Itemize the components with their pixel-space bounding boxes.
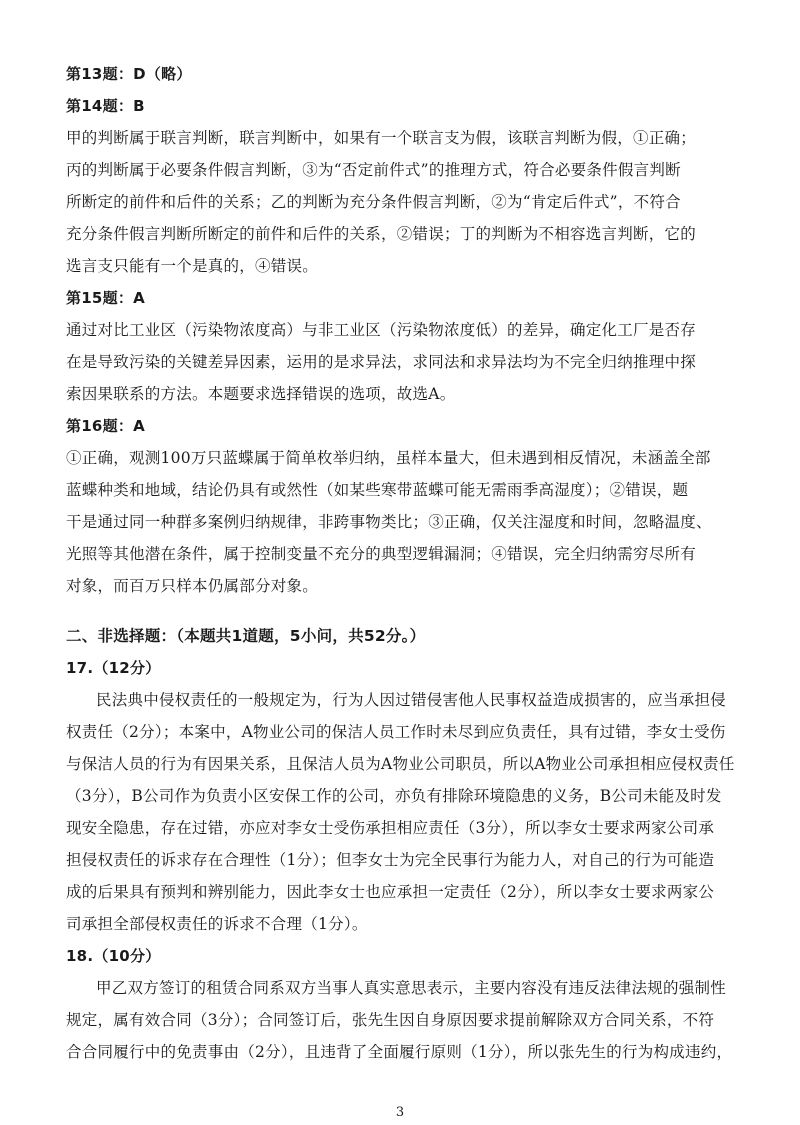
q18-text-line: 合合同履行中的免责事由（2分），且违背了全面履行原则（1分），所以张先生的行为构成违约， (66, 1043, 733, 1061)
q14-text-line: 选言支只能有一个是真的，④错误。 (66, 257, 319, 275)
q17-text-line: 成的后果具有预判和辨别能力，因此李女士也应承担一定责任（2分），所以李女士要求两家公 (66, 883, 715, 901)
q18-text-line: 甲乙双方签订的租赁合同系双方当事人真实意思表示，主要内容没有违反法律法规的强制性 (96, 979, 727, 997)
q18-heading: 18.（10分） (66, 947, 161, 965)
q15-text-line: 通过对比工业区（污染物浓度高）与非工业区（污染物浓度低）的差异，确定化工厂是否存 (66, 321, 697, 339)
q14-text-line: 所断定的前件和后件的关系；乙的判断为充分条件假言判断，②为“肯定后件式”，不符合 (66, 193, 681, 211)
q14-text-line: 甲的判断属于联言判断，联言判断中，如果有一个联言支为假，该联言判断为假，①正确； (66, 129, 697, 147)
q17-text-line: 现安全隐患，存在过错，亦应对李女士受伤承担相应责任（3分），所以李女士要求两家公司承 (66, 819, 715, 837)
q16-text-line: 干是通过同一种群多案例归纳规律，非跨事物类比；③正确，仅关注湿度和时间，忽略温度、 (66, 513, 712, 531)
q14-text-line: 充分条件假言判断所断定的前件和后件的关系，②错误；丁的判断为不相容选言判断，它的 (66, 225, 697, 243)
q17-text-line: 权责任（2分）；本案中，A物业公司的保洁人员工作时未尽到应负责任，具有过错，李女士受伤 (66, 723, 726, 741)
q17-heading: 17.（12分） (66, 659, 161, 677)
q17-text-line: 民法典中侵权责任的一般规定为，行为人因过错侵害他人民事权益造成损害的，应当承担侵 (96, 691, 727, 709)
q18-text-line: 规定，属有效合同（3分）；合同签订后，张先生因自身原因要求提前解除双方合同关系，不符 (66, 1011, 715, 1029)
q13-heading: 第13题：D（略） (66, 65, 192, 83)
q16-text-line: 蓝蝶种类和地域，结论仍具有或然性（如某些寒带蓝蝶可能无需雨季高湿度）；②错误，题 (66, 481, 689, 499)
q16-text-line: 光照等其他潜在条件，属于控制变量不充分的典型逻辑漏洞；④错误，完全归纳需穷尽所有 (66, 545, 697, 563)
q17-text-line: 与保洁人员的行为有因果关系，且保洁人员为A物业公司职员，所以A物业公司承担相应侵权责任 (66, 755, 735, 773)
q16-heading: 第16题：A (66, 417, 145, 435)
q16-text-line: 对象，而百万只样本仍属部分对象。 (66, 577, 319, 595)
section2-title: 二、非选择题：（本题共1道题，5小问，共52分。） (66, 627, 426, 645)
q15-text-line: 索因果联系的方法。本题要求选择错误的选项，故选A。 (66, 385, 456, 403)
q15-text-line: 在是导致污染的关键差异因素，运用的是求异法，求同法和求异法均为不完全归纳推理中探 (66, 353, 697, 371)
q16-text-line: ①正确，观测100万只蓝蝶属于简单枚举归纳，虽样本量大，但未遇到相反情况，未涵盖全部 (66, 449, 711, 467)
q15-heading: 第15题：A (66, 289, 145, 307)
answer-page (66, 64, 746, 1074)
q17-text-line: （3分），B公司作为负责小区安保工作的公司，亦负有排除环境隐患的义务，B公司未能及时发 (66, 787, 722, 805)
q17-text-line: 担侵权责任的诉求存在合理性（1分）；但李女士为完全民事行为能力人，对自己的行为可能造 (66, 851, 715, 869)
q17-text-line: 司承担全部侵权责任的诉求不合理（1分）。 (66, 915, 368, 933)
q14-text-line: 丙的判断属于必要条件假言判断，③为“否定前件式”的推理方式，符合必要条件假言判断 (66, 161, 681, 179)
q14-heading: 第14题：B (66, 97, 145, 115)
page-number: 3 (395, 1105, 405, 1120)
